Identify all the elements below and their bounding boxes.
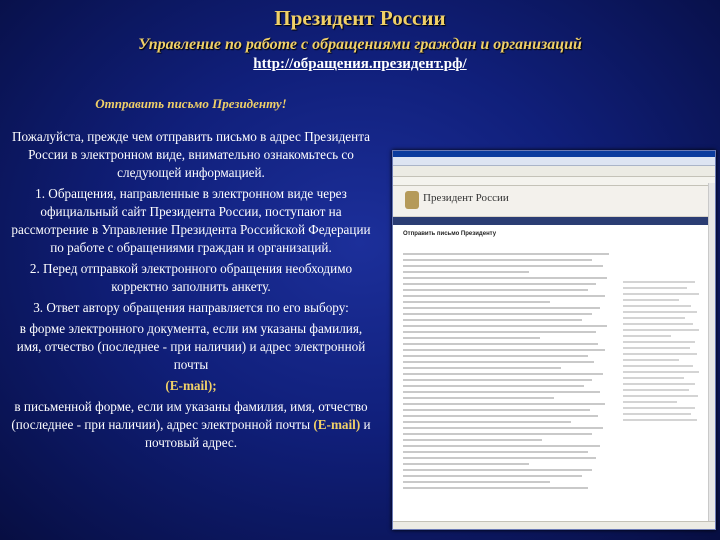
info-column (6, 96, 376, 455)
site-name: Президент России (423, 192, 509, 204)
option-paper-text-a: в письменной форме, если им указаны фамилия, имя, отчество (последнее - при наличии), адрес электронной почты (11, 399, 368, 432)
send-letter-heading: Отправить письмо Президенту! (95, 96, 287, 111)
browser-statusbar (393, 521, 715, 529)
screenshot-text-lines (403, 253, 613, 493)
email-label: (E-mail); (165, 378, 217, 393)
option-paper-email: (E-mail) (313, 417, 361, 432)
site-url-link[interactable]: http://обращения.президент.рф/ (253, 56, 467, 72)
site-navigation (393, 217, 715, 225)
intro-text: Пожалуйста, прежде чем отправить письмо в адрес Президента России в электронном виде, внимательно ознакомьтесь со следующей информацией. (11, 129, 370, 180)
screenshot-scrollbar (708, 183, 715, 523)
browser-address-bar (393, 177, 715, 186)
option-electronic-text: в форме электронного документа, если им указаны фамилия, имя, отчество (последнее - при наличии) и адрес электронной почты (16, 321, 366, 372)
browser-screenshot (392, 150, 716, 530)
option-paper-text-b: и почтовый адрес. (144, 417, 371, 450)
option-paper-text (6, 398, 376, 452)
page-title: Президент России (274, 6, 446, 30)
page-subtitle: Управление по работе с обращениями граждан и организаций (138, 36, 582, 53)
browser-menubar (393, 157, 715, 166)
browser-toolbar (393, 166, 715, 177)
screenshot-page-title: Отправить письмо Президенту (403, 231, 497, 237)
site-header (393, 186, 715, 217)
point-3-text: 3. Ответ автору обращения направляется по его выбору: (33, 300, 349, 315)
eagle-emblem-icon (405, 191, 419, 209)
screenshot-sidebar (623, 281, 703, 425)
point-2-text: 2. Перед отправкой электронного обращения необходимо корректно заполнить анкету. (29, 261, 353, 294)
point-1-text: 1. Обращения, направленные в электронном виде через официальный сайт Президента России, поступают на рассмотрение в Управление Президента Российской Федерации по работе с обращениями граждан и организаций. (11, 186, 371, 255)
